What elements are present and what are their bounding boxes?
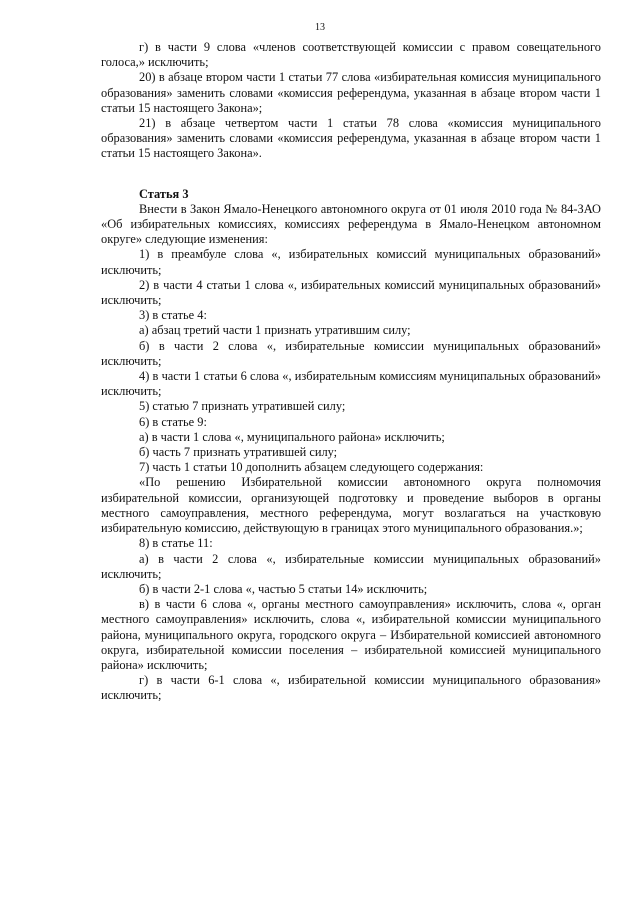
item-6: 6) в статье 9:: [139, 414, 207, 429]
item-8b: б) в части 2-1 слова «, частью 5 статьи 14» исключить;: [139, 581, 428, 596]
page-number: 13: [315, 22, 325, 33]
document-body: [101, 40, 601, 704]
item-1: 1) в преамбуле слова «, избирательных комиссий муниципальных образований» исключить;: [101, 247, 601, 277]
item-3: 3) в статье 4:: [139, 308, 207, 323]
item-7: 7) часть 1 статьи 10 дополнить абзацем следующего содержания:: [139, 460, 484, 475]
article-heading: Статья 3: [139, 186, 189, 201]
item-8: 8) в статье 11:: [139, 536, 213, 551]
item-5: 5) статью 7 признать утратившей силу;: [139, 399, 346, 414]
item-6b: б) часть 7 признать утратившей силу;: [139, 445, 338, 460]
item-6a: а) в части 1 слова «, муниципального района» исключить;: [139, 429, 445, 444]
article-intro: Внести в Закон Ямало-Ненецкого автономного округа от 01 июля 2010 года № 84-ЗАО «Об избирательных комиссиях, комиссиях референдума в Ямало-Ненецком автономном округе» следующие изменения:: [101, 201, 601, 247]
paragraph-amendment-21: 21) в абзаце четвертом части 1 статьи 78 слова «комиссия муниципального образования» заменить словами «комиссия референдума, указанная в абзаце втором части 1 статьи 15 настоящего Закона».: [101, 116, 601, 161]
paragraph-amendment-20: 20) в абзаце втором части 1 статьи 77 слова «избирательная комиссия муниципального образования» заменить словами «комиссия референдума, указанная в абзаце втором части 1 статьи 15 настоящего Закона»;: [101, 70, 601, 115]
item-8v: в) в части 6 слова «, органы местного самоуправления» исключить, слова «, орган местного самоуправления» исключить, слова «, избирательной комиссии муниципального района, муниципального округа, городского округа – Избирательной комиссией автономного округа, избирательной комиссии поселения – избирательной комиссией муниципального района» исключить;: [101, 597, 601, 672]
item-2: 2) в части 4 статьи 1 слова «, избирательных комиссий муниципальных образований» исключить;: [101, 277, 601, 308]
item-7-quote: «По решению Избирательной комиссии автономного округа полномочия избирательной комиссии, организующей подготовку и проведение выборов в органы местного самоуправления, местного референдума, могут возлагаться на участковую избирательную комиссию, действующую в границах этого муниципального образования.»;: [101, 475, 601, 536]
paragraph-amendment-g: г) в части 9 слова «членов соответствующей комиссии с правом совещательного голоса,» исключить;: [101, 40, 601, 70]
item-3b: б) в части 2 слова «, избирательные комиссии муниципальных образований» исключить;: [101, 338, 601, 368]
item-8g: г) в части 6-1 слова «, избирательной комиссии муниципального образования» исключить;: [101, 673, 601, 703]
item-8a: а) в части 2 слова «, избирательные комиссии муниципальных образований» исключить;: [101, 551, 601, 581]
item-4: 4) в части 1 статьи 6 слова «, избирательным комиссиям муниципальных образований» исключить;: [101, 369, 601, 399]
item-3a: а) абзац третий части 1 признать утратившим силу;: [139, 323, 411, 338]
